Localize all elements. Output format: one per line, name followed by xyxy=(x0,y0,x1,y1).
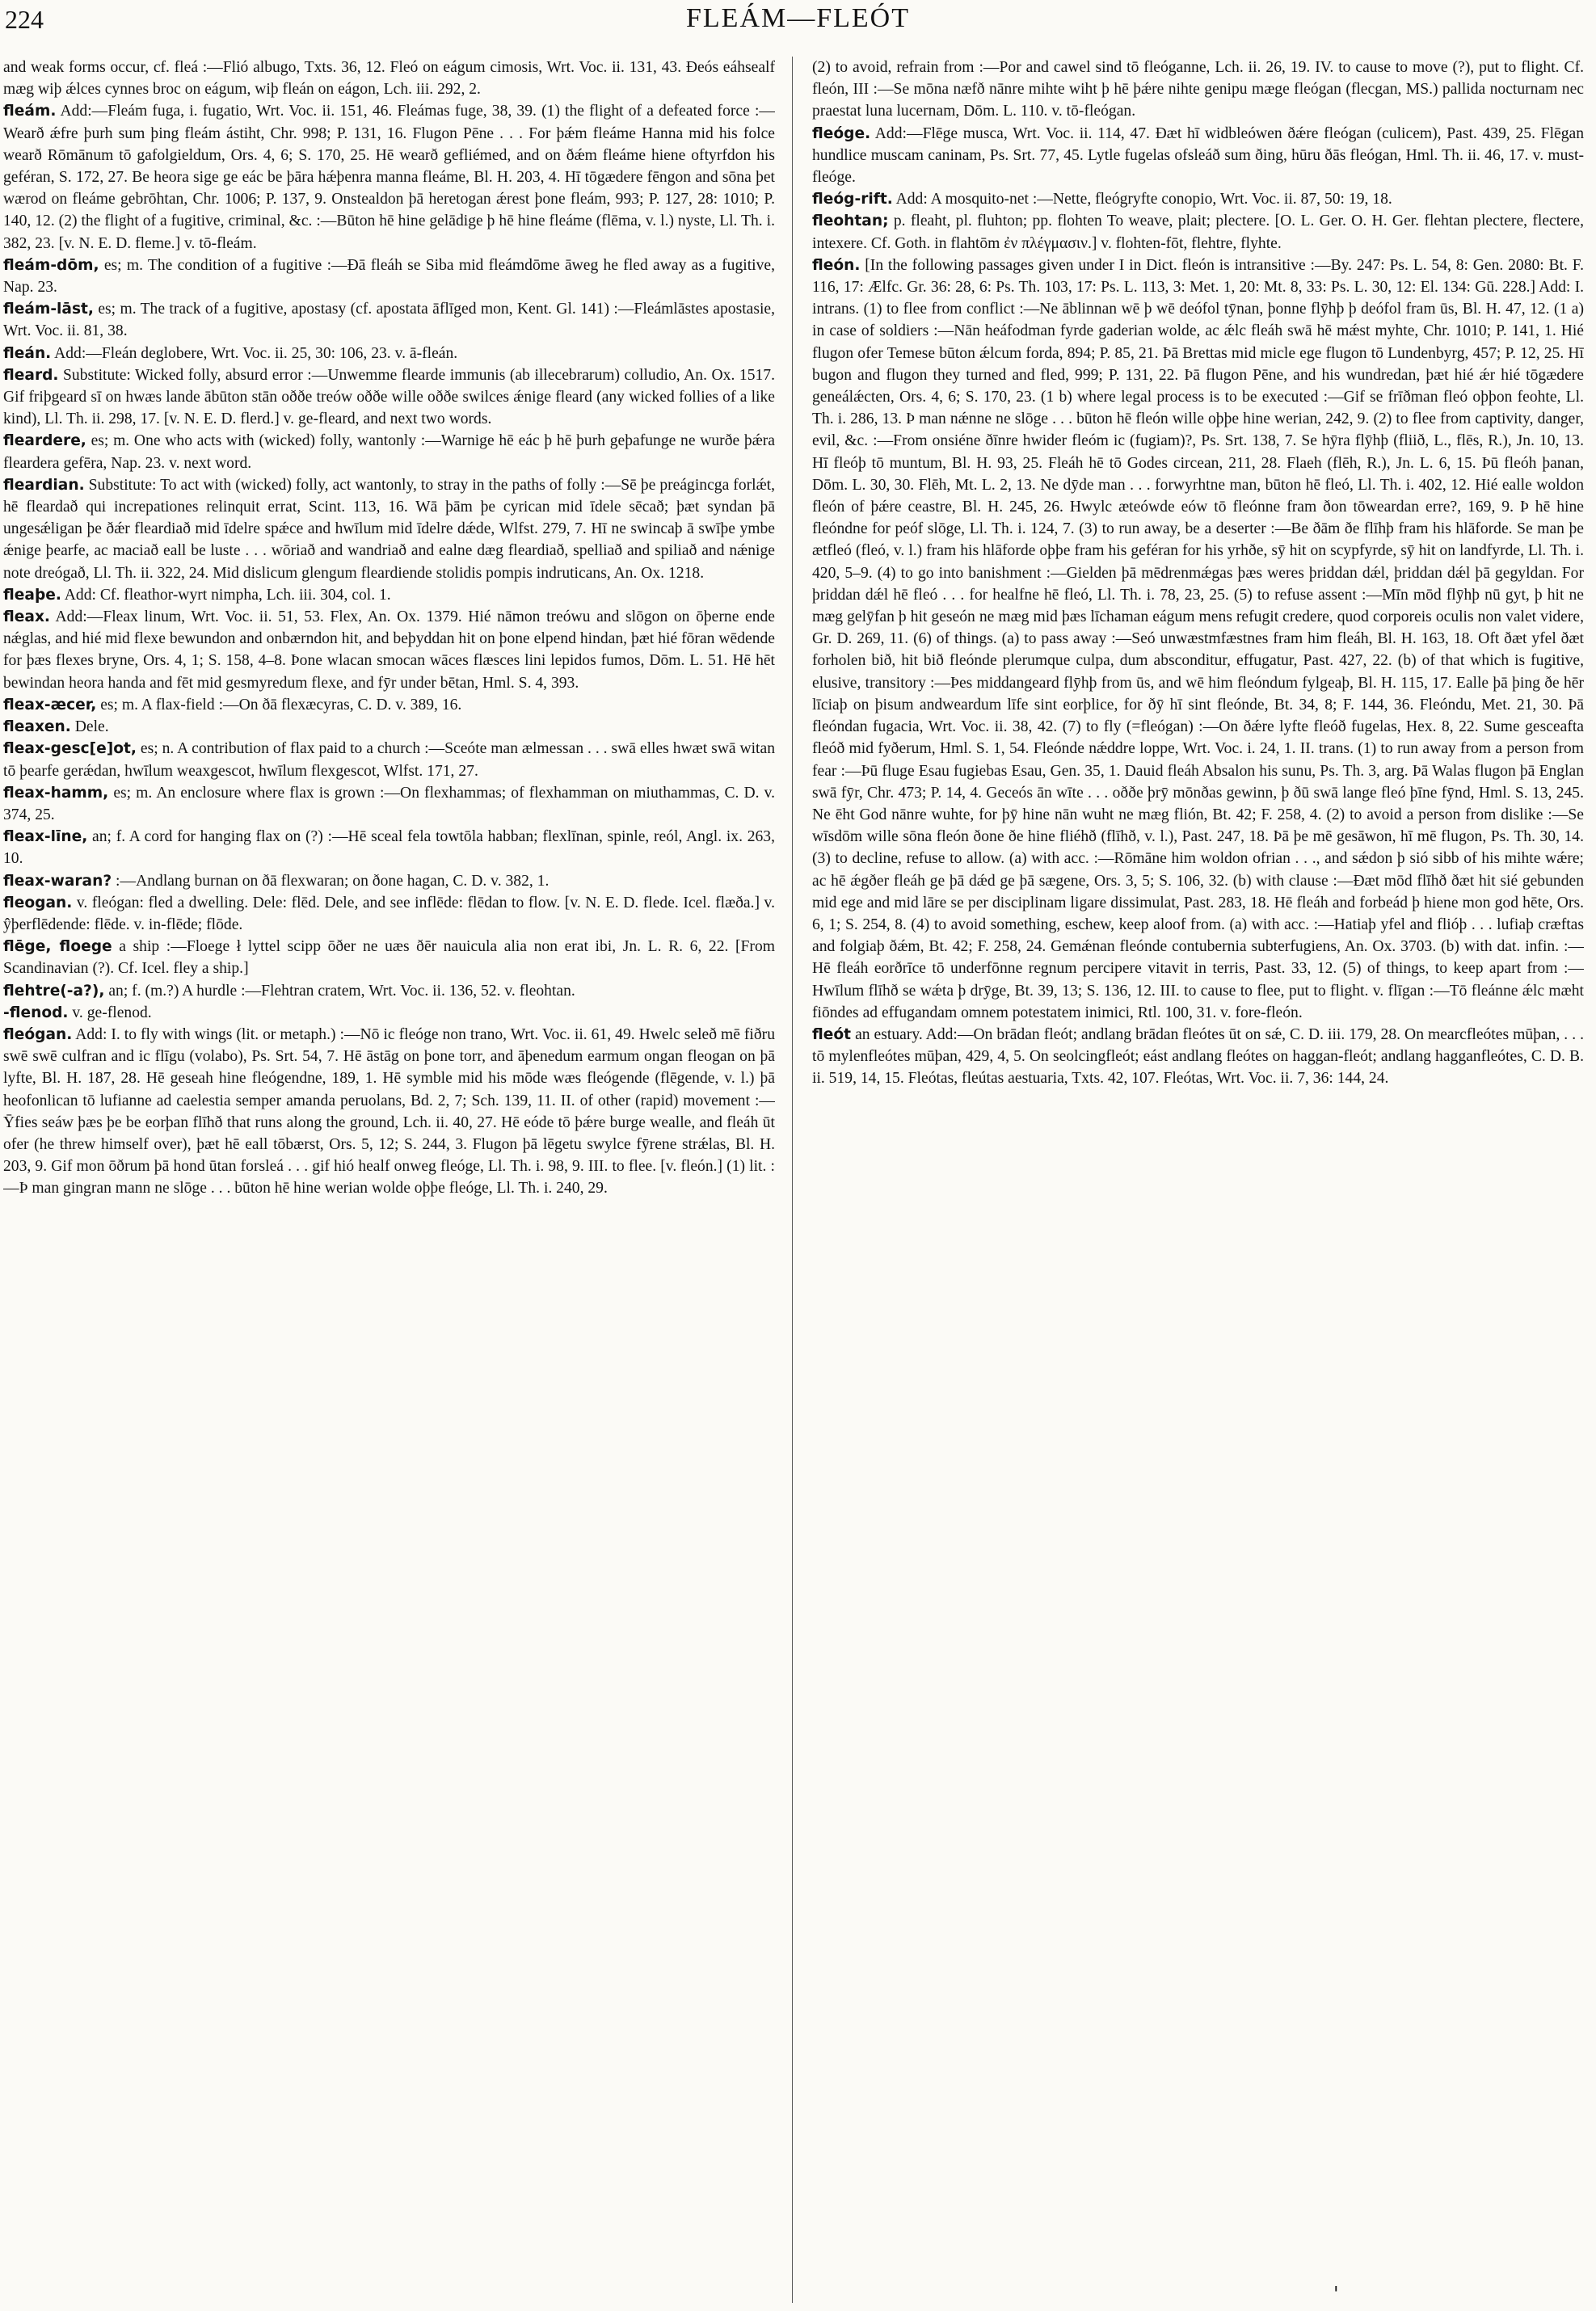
dictionary-entry xyxy=(812,1024,1584,1090)
entry-text: p. fleaht, pl. fluhton; pp. flohten To weave, plait; plectere. [O. L. Ger. O. H. Ger. flehtan plectere, flectere, intexere. Cf. Goth. in flahtōm ἐν πλέγμασιν.] v. flohten-fōt, flehtre, flyhte. xyxy=(812,213,1584,252)
column-divider xyxy=(792,57,793,2303)
entry-text: es; m. The track of a fugitive, apostasy (cf. apostata āflīged mon, Kent. Gl. 141) :—Fleámlāstes apostasie, Wrt. Voc. ii. 81, 38. xyxy=(3,301,775,340)
entry-text: Add: Cf. fleathor-wyrt nimpha, Lch. iii. 304, col. 1. xyxy=(64,586,391,604)
dictionary-entry xyxy=(3,343,775,364)
dictionary-entry xyxy=(3,782,775,826)
dictionary-entry xyxy=(3,430,775,474)
entry-headword: fleám. xyxy=(3,103,57,120)
entry-headword: fleóge. xyxy=(812,124,871,142)
entry-text: Add:—Fleax linum, Wrt. Voc. ii. 51, 53. Flex, An. Ox. 1379. Hié nāmon treówu and slōgon on ōþerne ende nǽglas, and hié mid flexe bewundon and onbærndon hit, and beþyddan hit on þone elpend hindan, þæt hié fōran wēdende for þæs flexes bryne, Ors. 4, 1; S. 158, 4–8. Þone wlacan smocan wāces flæsces lini lepidos fumos, Dōm. L. 51. Hē hēt bewindan heora handa and fēt mid gesmyredum flexe, and fȳr under bētan, Hml. S. 4, 393. xyxy=(3,608,775,692)
entry-headword: fleax-æcer, xyxy=(3,696,97,714)
entry-text: Add:—Flēge musca, Wrt. Voc. ii. 114, 47. Ðæt hī widbleówen ðǽre fleógan (culicem), Past. 439, 25. Flēgan hundlice muscam caninam, Ps. Srt. 77, 45. Lytle fugelas ofsleáð sum ðing, hūru ðās fleógan, Hml. Th. ii. 46, 17. v. must-fleóge. xyxy=(812,124,1584,187)
dictionary-entry xyxy=(3,255,775,298)
entry-headword: fleón. xyxy=(812,256,861,274)
dictionary-entry xyxy=(3,100,775,254)
entry-text: Substitute: To act with (wicked) folly, act wantonly, to stray in the paths of folly :—Sē þe preágincga forlǽt, hē fleardað qui increpationes relinquit errat, Scint. 113, 16. Wā þām þe cyrican mid īdele sēcað; þæt syndan þā ungesǽligan þe ðǽr fleardiað mid īdelre spǽce and hwīlum mid īdelre dǽde, Wlfst. 279, 7. Hī ne swincaþ ā swīþe ymbe ǽnige þearfe, ac maciað eall be luste . . . wōriað and wandriað and ealne dæg fleardiað, spelliað and spiliað and nǽnige note dreógað, Ll. Th. ii. 322, 24. Mid dislicum glengum fleardiende stolidis pompis indruticans, An. Ox. 1218. xyxy=(3,476,775,582)
entry-headword: -flenod. xyxy=(3,1004,69,1021)
entry-headword: fleax-gesc[e]ot, xyxy=(3,740,137,758)
entry-text: Add:—Fleán deglobere, Wrt. Voc. ii. 25, 30: 106, 23. v. ā-fleán. xyxy=(54,344,458,362)
entry-headword: fleax-līne, xyxy=(3,828,88,846)
running-title: FLEÁM—FLEÓT xyxy=(686,3,910,33)
entry-headword: fleaxen. xyxy=(3,718,71,736)
entry-text: an; f. (m.?) A hurdle :—Flehtran cratem, Wrt. Voc. ii. 136, 52. v. fleohtan. xyxy=(108,982,575,1000)
dictionary-entry xyxy=(3,716,775,738)
entry-text: [In the following passages given under I in Dict. fleón is intransitive :—By. 247: Ps. L. 54, 8: Gen. 2080: Bt. F. 116, 17: Ælfc. Gr. 36: 28, 6: Ps. Th. 103, 17: Ps. L. 113, 3: Met. 1, 20: Mt. 8, 33: Ps. L. 30, 12: El. 134: Gū. 228.] Add: I. intrans. (1) to flee from conflict :—Ne āblinnan wē þ wē deófol tȳnan, þonne flȳhþ þ deófol fram ūs, Bl. H. 47, 12. (1 a) in case of soldiers :—Nān heáfodman fyrde gaderian wolde, ac ǽlc fleáh swā hē mǽst myhte, Chr. 1010; P. 141, 1. Hié flugon ofer Temese būton ǽlcum forda, 894; P. 85, 21. Þā Brettas mid micle ege flugon tō Lundenbyrg, 457; P. 12, 25. Hī bugon and flugon they turned and fled, 999; P. 131, 22. Þā flugon Pēne, and his wundredan, þæt hié ǽr hié tōgædere geneálǽcten, Ors. 4, 6; S. 170, 23. (1 b) where legal process is to be executed :—Gif se frīðman fleó oþþon feohte, Ll. Th. i. 286, 13. Þ man nǽnne ne slōge . . . būton hē fleón wille oþþe hine werian, 242, 9. (2) to flee from captivity, danger, evil, &c. :—From onsiéne ðīnre hwider fleóm ic (fugiam)?, Ps. Srt. 138, 7. Se hȳra flȳhþ (fliið, L., flēs, R.), Jn. 10, 13. Hī fleóþ tō muntum, Bl. H. 93, 25. Fleáh hē tō Godes circean, 211, 28. Flaeh (flēh, R.), Jn. L. 6, 15. Þū fleóh þanan, Dōm. L. 30, 30. Flēh, Mt. L. 2, 13. Ne dȳde man . . . forwyrhtne man, būton hē fleó, Ll. Th. i. 402, 12. Hié ealle woldon fleón of þǽre ceastre, Bl. H. 245, 26. Hwylc æteówde eów tō fleónne fram ðon tōweardan erre?, 169, 9. Þ hē hine fleóndne for peóf slōge, Ll. Th. i. 124, 7. (3) to run away, be a deserter :—Be ðām ðe flīhþ fram his hlāforde. Se man þe ætfleó (fleó, v. l.) fram his hlāforde oþþe fram his geféran for his yrhðe, sȳ hit on scypfyrde, sȳ hit on landfyrde, Ll. Th. i. 420, 5–9. (4) to go into banishment :—Gielden þā mēdrenmǽgas þæs weres þriddan dǽl, þriddan dǽl þā gegyldan. For þriddan dǽl hē fleó . . . for healfne hē fleó, Ll. Th. i. 78, 23, 25. (5) to refuse assent :—Mīn mōd flȳhþ nū gyt, þ hit ne mæg gelȳfan þ hit geseón ne mæg mid þæs līchaman eágum mens refugit credere, quod corporeis oculis non valet videre, Gr. D. 269, 11. (6) of things. (a) to pass away :—Seó unwæstmfæstnes fram him fleáh, Bl. H. 163, 18. Oft ðæt yfel ðæt forholen bið, hit bið fleónde plerumque culpa, dum absconditur, effugatur, Past. 427, 22. (b) of that which is fugitive, elusive, transitory :—Þes middangeard flȳhþ from ūs, and wē him fleóndum fylgeaþ, Bl. H. 115, 17. Ealle þā þing ðe hēr līciaþ on þisum andweardum līfe sint eorþlice, for ðȳ hī sint fleónde, Bt. 34, 8; F. 144, 36. Fleóndu, Met. 21, 30. Þā fleóndan fugacia, Wrt. Voc. ii. 38, 42. (7) to fly (=fleógan) :—On ðǽre lyfte fleóð fugelas, Hex. 8, 22. Sume gesceafta fleóð mid fyðerum, Hml. S. 1, 54. Fleónde nǽddre loppe, Wrt. Voc. i. 24, 1. II. trans. (1) to run away from a person from fear :—Þū fluge Esau fugiebas Esau, Gen. 35, 1. Dauid fleáh Absalon his sunu, Ps. Th. 3, arg. Þā Walas flugon þā Englan swā fȳr, Chr. 473; P. 14, 4. Geceós ān wīte . . . oððe þrȳ mōnðas gewinn, þ ðū swā lange fleó þīne fȳnd, Hml. S. 13, 245. Ne ēht God nānre wuhte, for þȳ hine nān wuht ne mæg flión, Bt. 42; F. 258, 4. (2) to avoid a person from dislike :—Se wīsdōm wille sōna fleón ðone ðe hine fliéhð (flīhð, v. l.), Past. 247, 18. Þā þe mē gesāwon, hī mē flugon, Ps. Th. 30, 14. (3) to decline, refuse to allow. (a) with acc. :—Rōmāne him woldon ofrian . . ., and sǽdon þ sió sibb of his mihte wǽre; ac hē ǽgðer fleáh ge þā dǽd ge þā sægene, Ors. 3, 5; S. 106, 32. (b) with clause :—Ðæt mōd flīhð ðæt hit sié gebunden mid ege and mid lāre se per disciplinam ligare dissimulat, Past. 283, 18. Hē fleáh and forbeád þ hiene mon god hēte, Ors. 6, 1; S. 254, 8. (4) to avoid something, eschew, keep aloof from. (a) with acc. :—Hatiaþ yfel and flióþ . . . lufiaþ cræftas and folgiaþ ðǽm, Bt. 42; F. 258, 24. Gemǽnan fleónde contubernia subterfugiens, An. Ox. 3703. (b) with dat. infin. :—Hē fleáh eorðrīce tō underfōnne regnum percipere vitavit in terris, Past. 33, 12. (5) of things, to keep apart from :—Hwīlum flīhð se wǽta þ drȳge, Bt. 39, 13; S. 136, 12. III. to cause to flee, put to flight. v. flīgan :—Tō fleánne ǽlc mæht fiōndes ad effugandam omnem potestatem inimici, Rtl. 100, 31. v. fore-fleón. xyxy=(812,256,1584,1021)
entry-text: es; m. One who acts with (wicked) folly, wantonly :—Warnige hē eác þ hē þurh geþafunge ne wurðe þǽra fleardera gefēra, Nap. 23. v. next word. xyxy=(3,432,775,472)
entry-headword: fleogan. xyxy=(3,894,73,911)
entry-headword: fleard. xyxy=(3,366,59,384)
entry-text: and weak forms occur, cf. fleá :—Flió albugo, Txts. 36, 12. Fleó on eágum cimosis, Wrt. Voc. ii. 131, 43. Ðeós eáhsealf mæg wiþ ǽlces cynnes broc on eágum, wiþ fleán on eágon, Lch. iii. 292, 2. xyxy=(3,59,775,99)
left-column xyxy=(3,57,775,2287)
entry-text: Dele. xyxy=(74,718,109,736)
entry-text: es; m. An enclosure where flax is grown :—On flexhammas; of flexhamman on miuthammas, C. D. v. 374, 25. xyxy=(3,784,775,823)
entry-text: :—Andlang burnan on ðā flexwaran; on ðone hagan, C. D. v. 382, 1. xyxy=(116,872,550,890)
stray-mark: ' xyxy=(1333,2283,1339,2305)
entry-text: Substitute: Wicked folly, absurd error :—Unwemme flearde immunis (ab illecebrarum) colludio, An. Ox. 1517. Gif friþgeard sī on hwæs lande ābūton stān oððe treów oððe wille oððe swilces ǽnige fleard (any wicked follies of a like kind), Ll. Th. ii. 298, 17. [v. N. E. D. flerd.] v. ge-fleard, and next two words. xyxy=(3,366,775,428)
entry-headword: fleám-lāst, xyxy=(3,301,94,318)
dictionary-entry xyxy=(812,57,1584,123)
dictionary-entry xyxy=(812,188,1584,210)
dictionary-entry xyxy=(3,980,775,1002)
entry-headword: fleardian. xyxy=(3,476,85,494)
dictionary-entry xyxy=(3,738,775,781)
dictionary-entry xyxy=(812,210,1584,254)
entry-text: Add:—Fleám fuga, i. fugatio, Wrt. Voc. ii. 151, 46. Fleámas fuge, 38, 39. (1) the flight of a defeated force :—Wearð ǽfre þurh sum þing fleám ástiht, Chr. 998; P. 131, 16. Flugon Pēne . . . For þǽm fleáme Hanna mid his folce wearð Rōmānum tō gafolgieldum, Ors. 4, 6; S. 170, 25. Hē wearð gefliémed, and on ðǽm fleáme hiene oftyrfdon his geféran, S. 172, 27. Be heora sige ge eác be þāra hǽþenra manna fleáme, Bl. H. 203, 4. Hī tōgædere fēngon and sōna þet wærod on fleáme gebrōhtan, Chr. 1006; P. 137, 9. Onstealdon þā heretogan ǽrest þone fleám, 993; P. 127, 28: 1010; P. 140, 12. (2) the flight of a fugitive, criminal, &c. :—Būton hē hine gelādige þ hē hine fleáme (flēma, v. l.) nyste, Ll. Th. i. 382, 23. [v. N. E. D. fleme.] v. tō-fleám. xyxy=(3,103,775,252)
entry-headword: fleaþe. xyxy=(3,586,61,604)
dictionary-entry xyxy=(3,364,775,431)
entry-headword: fleardere, xyxy=(3,432,86,450)
dictionary-entry xyxy=(3,936,775,979)
entry-text: an estuary. Add:—On brādan fleót; andlang brādan fleótes ūt on sǽ, C. D. iii. 179, 28. On mearcfleótes mūþan, . . . tō mylenfleótes mūþan, 429, 4, 5. On seolcingfleót; eást andlang fleótes on haggan-fleót; andlang hagganfleótes, C. D. B. ii. 519, 14, 15. Fleótas, fleútas aestuaria, Txts. 42, 107. Fleótas, Wrt. Voc. ii. 7, 36: 144, 24. xyxy=(812,1025,1584,1088)
entry-headword: fleax. xyxy=(3,608,50,626)
dictionary-entry xyxy=(3,57,775,100)
entry-text: es; m. The condition of a fugitive :—Ðā fleáh se Siba mid fleámdōme āweg he fled away as a fugitive, Nap. 23. xyxy=(3,256,775,297)
entry-text: es; n. A contribution of flax paid to a church :—Sceóte man ælmessan . . . swā elles hwæt swā witan tō þearfe gerǽdan, hwīlum weaxgescot, hwīlum flexgescot, Wlfst. 171, 27. xyxy=(3,740,775,780)
entry-text: es; m. A flax-field :—On ðā flexæcyras, C. D. v. 389, 16. xyxy=(100,696,462,714)
dictionary-entry xyxy=(3,298,775,342)
dictionary-entry xyxy=(3,870,775,892)
entry-headword: fleohtan; xyxy=(812,213,889,230)
entry-text: a ship :—Floege ł lyttel scipp ōðer ne uæs ðēr nauicula alia non erat ibi, Jn. L. R. 6, 22. [From Scandinavian (?). Cf. Icel. fley a ship.] xyxy=(3,938,775,978)
dictionary-entry xyxy=(812,123,1584,189)
entry-text: an; f. A cord for hanging flax on (?) :—Hē sceal fela towtōla habban; flexlīnan, spinle, reól, Angl. ix. 263, 10. xyxy=(3,828,775,868)
dictionary-entry xyxy=(3,584,775,606)
dictionary-entry xyxy=(3,826,775,869)
dictionary-entry xyxy=(3,474,775,584)
entry-text: Add: A mosquito-net :—Nette, fleógryfte conopio, Wrt. Voc. ii. 87, 50: 19, 18. xyxy=(895,191,1392,208)
page-number: 224 xyxy=(5,5,44,34)
entry-headword: fleót xyxy=(812,1025,852,1043)
entry-headword: fleax-waran? xyxy=(3,872,112,890)
entry-text: v. ge-flenod. xyxy=(72,1004,152,1021)
dictionary-entry xyxy=(3,1024,775,1200)
dictionary-entry xyxy=(3,606,775,694)
entry-headword: flēge, floege xyxy=(3,938,112,956)
entry-headword: fleax-hamm, xyxy=(3,784,109,802)
dictionary-entry xyxy=(3,694,775,716)
entry-headword: flehtre(-a?), xyxy=(3,982,105,1000)
entry-text: v. fleógan: fled a dwelling. Dele: flēd. Dele, and see inflēde: flēdan to flow. [v. N. E. D. flede. Icel. flæða.] v. ŷþerflēdende: flēde. v. in-flēde; flōde. xyxy=(3,894,775,933)
dictionary-entry xyxy=(3,892,775,936)
entry-headword: fleám-dōm, xyxy=(3,256,99,274)
dictionary-entry xyxy=(812,255,1584,1024)
entry-headword: fleán. xyxy=(3,344,52,362)
entry-text: (2) to avoid, refrain from :—Por and cawel sind tō fleóganne, Lch. ii. 26, 19. IV. to cause to move (?), put to flight. Cf. fleón, III :—Se mōna næfð nānre mihte wiht þ hē þǽre nihte genipu mæge fleógan (flecgan, MS.) pallida nocturnam nec praestat luna lucernam, Dōm. L. 110. v. tō-fleógan. xyxy=(812,59,1584,120)
right-column xyxy=(812,57,1584,2287)
entry-headword: fleógan. xyxy=(3,1025,73,1043)
page-header xyxy=(0,0,1596,48)
dictionary-entry xyxy=(3,1002,775,1024)
entry-text: Add: I. to fly with wings (lit. or metaph.) :—Nō ic fleóge non trano, Wrt. Voc. ii. 61, 49. Hwelc seleð mē fiðru swē swē culfran and ic flīgu (volabo), Ps. Srt. 54, 7. Hē āstāg on þone torr, and āþenedum earmum ongan fleogan on þā lyfte, Bl. H. 187, 28. Hē geseah hine fleógendne, 189, 1. Hē symble mid his mōde wæs fleógende (flēgende, v. l.) þā heofonlican tō lufianne ad caelestia semper amanda peruolans, Bd. 2, 7; Sch. 139, 11. II. of other (rapid) movement :—Ȳfies seáw þæs þe be eorþan flīhð that runs along the ground, Lch. ii. 40, 27. Hē eóde tō þǽre burge wealle, and fleáh ūt ofer (he threw himself over), þæt hē eall tōbærst, Ors. 5, 12; S. 244, 3. Flugon þā lēgetu swylce fȳrene strǽlas, Bl. H. 203, 9. Gif mon ōðrum þā hond ūtan forsleá . . . gif hió healf onweg fleóge, Ll. Th. i. 98, 9. III. to flee. [v. fleón.] (1) lit. :—Þ man gingran mann ne slōge . . . būton hē hine werian wolde oþþe fleóge, Ll. Th. i. 240, 29. xyxy=(3,1025,775,1198)
entry-headword: fleóg-rift. xyxy=(812,191,893,208)
